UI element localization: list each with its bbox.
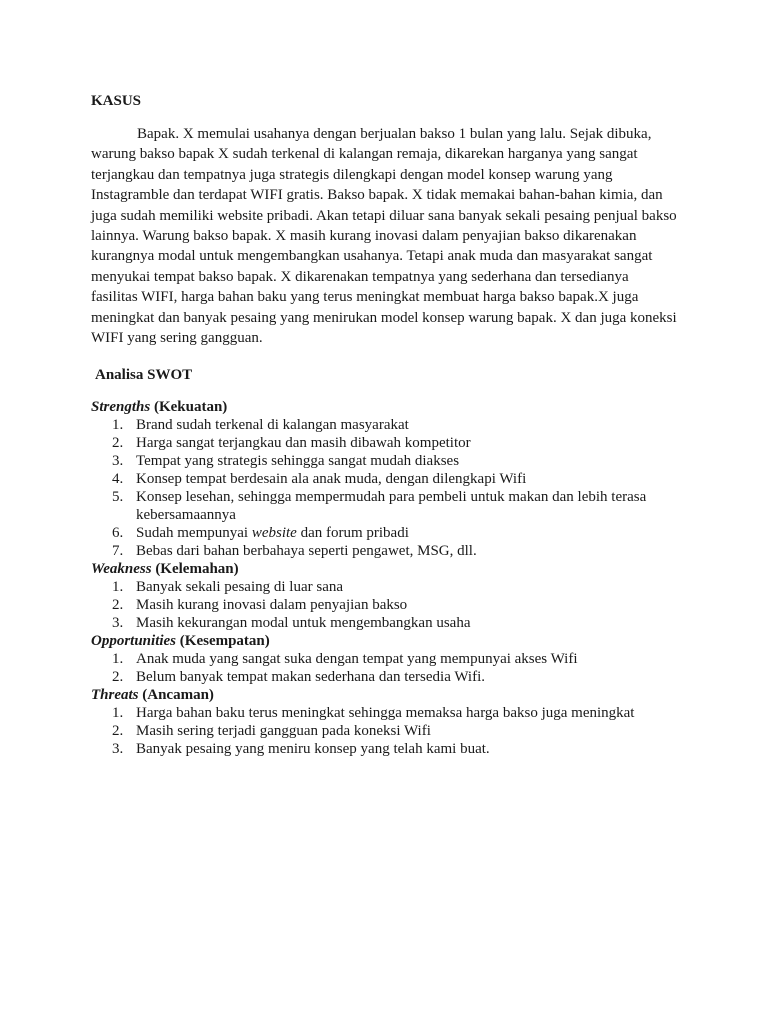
opportunities-label-en: Opportunities bbox=[91, 633, 177, 649]
list-item bbox=[91, 416, 679, 434]
item-text: Brand sudah terkenal di kalangan masyarakat bbox=[136, 417, 409, 433]
item-number: 5. bbox=[112, 489, 124, 505]
item-text: Harga sangat terjangkau dan masih dibawah kompetitor bbox=[136, 435, 471, 451]
item-text: Konsep lesehan, sehingga mempermudah para pembeli untuk makan dan lebih terasa kebersamaannya bbox=[136, 489, 647, 523]
item-text: Banyak pesaing yang meniru konsep yang telah kami buat. bbox=[136, 741, 490, 757]
item-number: 3. bbox=[112, 453, 124, 469]
list-item bbox=[91, 470, 679, 488]
list-item bbox=[91, 614, 679, 632]
threats-heading bbox=[91, 686, 679, 704]
item-text: Tempat yang strategis sehingga sangat mudah diakses bbox=[136, 453, 460, 469]
item-text-italic: website bbox=[251, 525, 297, 541]
item-text-before: Sudah mempunyai bbox=[136, 525, 252, 541]
strengths-list bbox=[91, 416, 679, 560]
item-number: 2. bbox=[112, 669, 124, 685]
list-item bbox=[91, 542, 679, 560]
item-number: 7. bbox=[112, 543, 124, 559]
item-number: 2. bbox=[112, 597, 124, 613]
weakness-heading bbox=[91, 560, 679, 578]
item-number: 2. bbox=[112, 723, 124, 739]
item-number: 2. bbox=[112, 435, 124, 451]
item-number: 3. bbox=[112, 615, 124, 631]
weakness-label-en: Weakness bbox=[91, 561, 152, 577]
list-item bbox=[91, 596, 679, 614]
item-number: 3. bbox=[112, 741, 124, 757]
item-text: Masih kekurangan modal untuk mengembangkan usaha bbox=[136, 615, 471, 631]
item-text: Anak muda yang sangat suka dengan tempat yang mempunyai akses Wifi bbox=[136, 651, 578, 667]
item-text: Masih kurang inovasi dalam penyajian bakso bbox=[136, 597, 408, 613]
item-text: Banyak sekali pesaing di luar sana bbox=[136, 579, 344, 595]
item-number: 1. bbox=[112, 579, 124, 595]
weakness-label-id: (Kelemahan) bbox=[155, 561, 239, 577]
threats-label-en: Threats bbox=[91, 687, 139, 703]
threats-label-id: (Ancaman) bbox=[142, 687, 214, 703]
item-number: 4. bbox=[112, 471, 124, 487]
weakness-list bbox=[91, 578, 679, 632]
list-item bbox=[91, 704, 679, 722]
item-text: Harga bahan baku terus meningkat sehingga memaksa harga bakso juga meningkat bbox=[136, 705, 635, 721]
opportunities-heading bbox=[91, 632, 679, 650]
item-number: 1. bbox=[112, 417, 124, 433]
list-item bbox=[91, 452, 679, 470]
item-text: Masih sering terjadi gangguan pada koneksi Wifi bbox=[136, 723, 431, 739]
opportunities-label-id: (Kesempatan) bbox=[179, 633, 270, 649]
case-paragraph: Bapak. X memulai usahanya dengan berjualan bakso 1 bulan yang lalu. Sejak dibuka, warung bakso bapak X sudah terkenal di kalangan remaja, dikarekan harganya yang sangat terjangkau dan tempatnya juga strategis dilengkapi dengan model konsep warung yang Instagramble dan terdapat WIFI gratis. Bakso bapak. X tidak memakai bahan-bahan kimia, dan juga sudah memiliki website pribadi. Akan tetapi diluar sana banyak sekali pesaing penjual bakso lainnya. Warung bakso bapak. X masih kurang inovasi dalam penyajian bakso dikarenakan kurangnya modal untuk mengembangkan usahanya. Tetapi anak muda dan masyarakat sangat menyukai tempat bakso bapak. X dikarenakan tempatnya yang sederhana dan tersedianya fasilitas WIFI, harga bahan baku yang terus meningkat membuat harga bakso bapak.X juga meningkat dan banyak pesaing yang menirukan model konsep warung bapak. X dan juga koneksi WIFI yang sering gangguan. bbox=[91, 126, 677, 347]
item-number: 6. bbox=[112, 525, 124, 541]
list-item bbox=[91, 578, 679, 596]
item-text: Belum banyak tempat makan sederhana dan tersedia Wifi. bbox=[136, 669, 485, 685]
case-heading: KASUS bbox=[91, 93, 142, 109]
item-text: Bebas dari bahan berbahaya seperti pengawet, MSG, dll. bbox=[136, 543, 477, 559]
item-number: 1. bbox=[112, 651, 124, 667]
threats-list bbox=[91, 704, 679, 758]
list-item bbox=[91, 488, 679, 524]
list-item bbox=[91, 524, 679, 542]
item-text-after: dan forum pribadi bbox=[296, 525, 409, 541]
item-text: Konsep tempat berdesain ala anak muda, dengan dilengkapi Wifi bbox=[136, 471, 527, 487]
opportunities-list bbox=[91, 650, 679, 686]
list-item bbox=[91, 434, 679, 452]
strengths-label-id: (Kekuatan) bbox=[153, 399, 228, 415]
item-number: 1. bbox=[112, 705, 124, 721]
list-item bbox=[91, 650, 679, 668]
swot-analysis bbox=[91, 398, 679, 758]
strengths-label-en: Strengths bbox=[91, 399, 151, 415]
strengths-heading bbox=[91, 398, 679, 416]
list-item bbox=[91, 722, 679, 740]
swot-heading: Analisa SWOT bbox=[95, 367, 193, 383]
list-item bbox=[91, 740, 679, 758]
list-item bbox=[91, 668, 679, 686]
